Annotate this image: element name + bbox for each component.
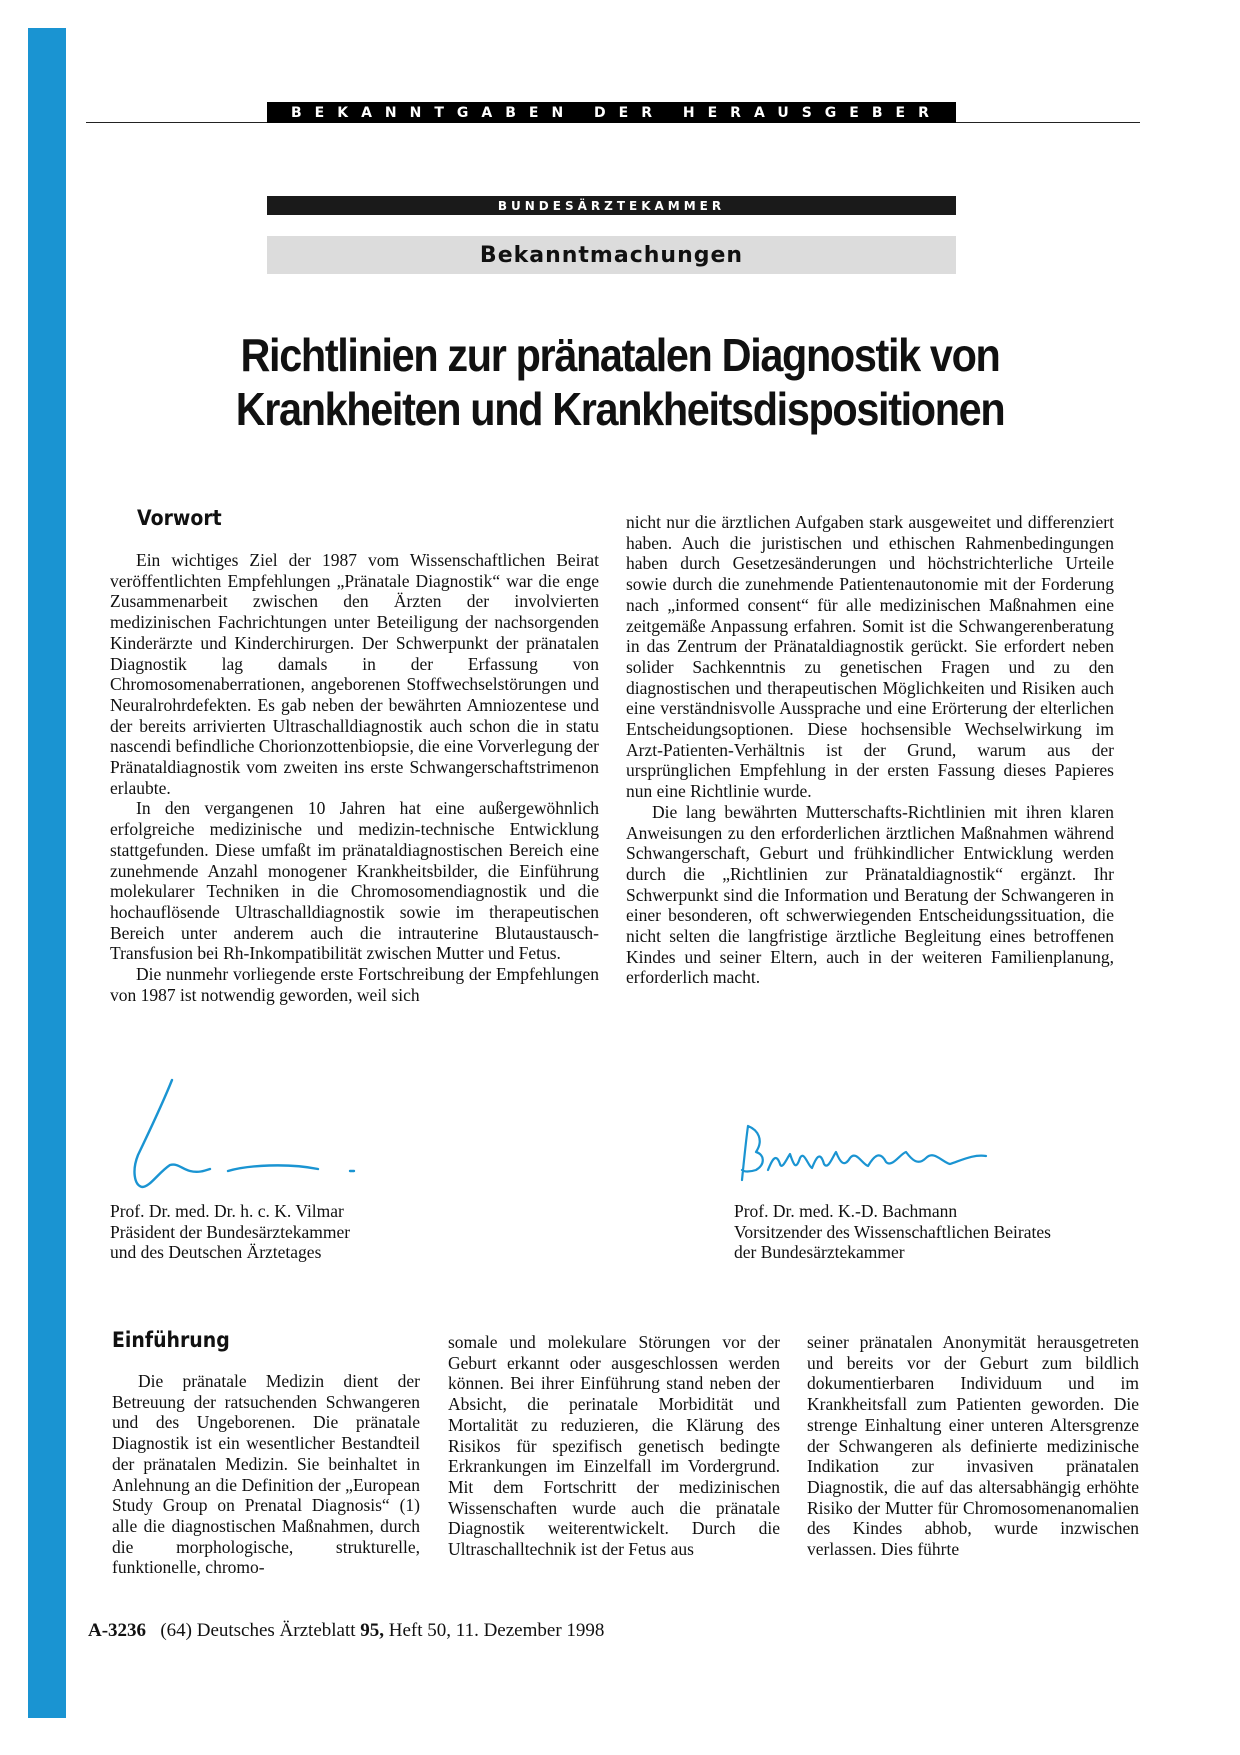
- foreword-paragraph: nicht nur die ärztlichen Aufgaben stark ausgeweitet und differenziert haben. Auch die juristischen und ethischen Rahmenbedingungen haben durch Gesetzesänderungen und höchstrichterliche Urteile sowie durch die zunehmende Patientenautonomie mit der Forderung nach „informed consent“ für alle medizinischen Maßnahmen eine zeitgemäße Anpassung erfahren. Somit ist die Schwangerenberatung in das Zentrum der Pränataldiagnostik gerückt. Sie erfordert neben solider Sachkenntnis zu genetischen Fragen und zu den diagnostischen und therapeutischen Möglichkeiten und Risiken auch eine verständnisvolle Aussprache und eine Erörterung der elterlichen Entscheidungsoptionen. Diese hochsensible Wechselwirkung im Arzt-Patienten-Verhältnis ist der Grund, warum aus der ursprünglichen Empfehlung in der ersten Fassung dieses Papieres nun eine Richtlinie wurde.: [626, 512, 1114, 802]
- foreword-paragraph: In den vergangenen 10 Jahren hat eine außergewöhnlich erfolgreiche medizinische und medizin-technische Entwicklung stattgefunden. Diese umfaßt im pränataldiagnostischen Bereich eine zunehmende Anzahl monogener Krankheitsbilder, die Einführung molekularer Techniken in die Chromosomendiagnostik und die hochauflösende Ultraschalldiagnostik sowie im therapeutischen Bereich unter anderem auch die intrauterine Blutaustausch-Transfusion bei Rh-Inkompatibilität zwischen Mutter und Fetus.: [110, 798, 599, 964]
- signatory-role: Präsident der Bundesärztekammer: [110, 1221, 351, 1242]
- page-number-journal: (64) Deutsches Ärzteblatt: [160, 1620, 356, 1641]
- page-id: A-3236: [88, 1620, 147, 1641]
- introduction-paragraph: Die pränatale Medizin dient der Betreuung der ratsuchenden Schwangeren und des Ungeborenen. Die pränatale Diagnostik ist ein wesentlicher Bestandteil der pränatalen Medizin. Sie beinhaltet in Anlehnung an die Definition der „European Study Group on Prenatal Diagnosis“ (1) alle die diagnostischen Maßnahmen, durch die morphologische, strukturelle, funktionelle, chromo-: [112, 1371, 420, 1578]
- signatory-name: Prof. Dr. med. Dr. h. c. K. Vilmar: [110, 1201, 344, 1221]
- foreword-paragraph: Die lang bewährten Mutterschafts-Richtlinien mit ihren klaren Anweisungen zu den erforderlichen ärztlichen Maßnahmen während Schwangerschaft, Geburt und frühkindlicher Entwicklung werden durch die „Richtlinien zur Pränataldiagnostik“ ergänzt. Ihr Schwerpunkt sind die Information und Beratung der Schwangeren in einer besonderen, oft schwerwiegenden Entscheidungssituation, die nicht selten die langfristige ärztliche Begleitung eines betroffenen Kindes und seiner Eltern, auch in der weiteren Familienplanung, erforderlich macht.: [626, 801, 1114, 988]
- kicker-band: Bekanntmachungen: [267, 236, 956, 274]
- introduction-paragraph: somale und molekulare Störungen vor der Geburt erkannt oder ausgeschlossen werden können. Bei ihrer Einführung stand neben der Absicht, die perinatale Morbidität und Mortalität zu reduzieren, die Klärung des Risikos für spezifisch genetisch bedingte Erkrankungen im Einzelfall im Vordergrund. Mit dem Fortschritt der medizinischen Wissenschaften wurde auch die pränatale Diagnostik weiterentwickelt. Durch die Ultraschalltechnik ist der Fetus aus: [448, 1332, 780, 1560]
- signatory-role: der Bundesärztekammer: [734, 1242, 905, 1262]
- introduction-column-1: [112, 1371, 420, 1578]
- foreword-paragraph: Die nunmehr vorliegende erste Fortschreibung der Empfehlungen von 1987 ist notwendig geworden, weil sich: [110, 964, 599, 1005]
- signatory-role: und des Deutschen Ärztetages: [110, 1242, 322, 1262]
- side-color-bar: [28, 28, 66, 1718]
- foreword-column-left: [110, 550, 599, 1005]
- article-title: [179, 328, 1061, 436]
- signature-block-right: [734, 1201, 1051, 1263]
- signatory-role: Vorsitzender des Wissenschaftlichen Beirates: [734, 1221, 1051, 1242]
- foreword-heading: Vorwort: [137, 506, 222, 530]
- signature-block-left: [110, 1201, 350, 1263]
- signature-vilmar: [128, 1075, 388, 1200]
- signatory-name: Prof. Dr. med. K.-D. Bachmann: [734, 1201, 958, 1221]
- foreword-column-right: [626, 512, 1114, 988]
- signature-bachmann: [734, 1120, 1064, 1190]
- title-line-1: Richtlinien zur pränatalen Diagnostik von: [240, 329, 1000, 381]
- page-footer: [88, 1620, 604, 1642]
- issue-date: Heft 50, 11. Dezember 1998: [388, 1620, 605, 1641]
- introduction-paragraph: seiner pränatalen Anonymität herausgetreten und bereits vor der Geburt zum bildlich dokumentierbaren Individuum und im Krankheitsfall zum Patienten geworden. Die strenge Einhaltung einer unteren Altersgrenze der Schwangeren als definierte medizinische Indikation zur invasiven pränatalen Diagnostik, die auf das altersabhängig erhöhte Risiko der Mutter für Chromosomenanomalien des Kindes abhob, wurde inzwischen verlassen. Dies führte: [807, 1332, 1139, 1560]
- foreword-paragraph: Ein wichtiges Ziel der 1987 vom Wissenschaftlichen Beirat veröffentlichten Empfehlungen „Pränatale Diagnostik“ war die enge Zusammenarbeit zwischen den Ärzten der involvierten medizinischen Fachrichtungen unter Beteiligung der nachsorgenden Kinderärzte und Kinderchirurgen. Der Schwerpunkt der pränatalen Diagnostik lag damals in der Erfassung von Chromosomenaberrationen, angeborenen Stoffwechselstörungen und Neuralrohrdefekten. Es gab neben der bewährten Amniozentese und der bereits arrivierten Ultraschalldiagnostik auch schon die in statu nascendi befindliche Chorionzottenbiopsie, die eine Vorverlegung der Pränataldiagnostik vom zweiten ins erste Schwangerschaftstrimenon erlaubte.: [110, 550, 599, 798]
- title-line-2: Krankheiten und Krankheitsdispositionen: [235, 383, 1005, 435]
- section-band: BEKANNTGABEN DER HERAUSGEBER: [267, 102, 956, 123]
- introduction-column-3: [807, 1332, 1139, 1560]
- organization-band: BUNDESÄRZTEKAMMER: [267, 196, 956, 215]
- introduction-column-2: [448, 1332, 780, 1560]
- introduction-heading: Einführung: [112, 1328, 230, 1352]
- volume-number: 95,: [360, 1620, 385, 1641]
